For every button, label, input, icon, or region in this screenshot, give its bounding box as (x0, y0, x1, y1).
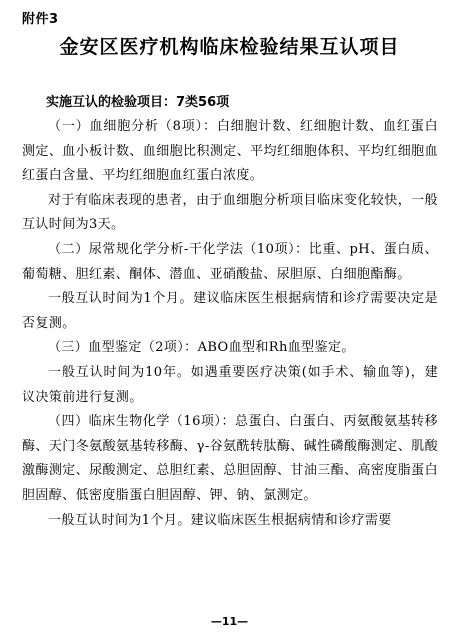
document-body (22, 115, 438, 533)
paragraph-urinalysis-validity: 一般互认时间为1个月。建议临床医生根据病情和诊疗需要决定是否复测。 (22, 291, 438, 331)
paragraph-blood-typing-validity: 一般互认时间为10年。如遇重要医疗决策(如手术、输血等)，建议决策前进行复测。 (22, 364, 438, 405)
paragraph-urinalysis: （二）尿常规化学分析-干化学法（10项）：比重、pH、蛋白质、葡萄糖、胆红素、酮体、潜血、亚硝酸盐、尿胆原、白细胞酯酶。 (22, 241, 438, 282)
page-number: —11— (210, 615, 249, 628)
paragraph-blood-cell-validity: 对于有临床表现的患者，由于血细胞分析项目临床变化较快，一般互认时间为3天。 (22, 192, 438, 233)
document-title: 金安区医疗机构临床检验结果互认项目 (59, 36, 400, 58)
paragraph-blood-typing: （三）血型鉴定（2项）：ABO血型和Rh血型鉴定。 (48, 340, 355, 356)
attachment-label: 附件3 (22, 12, 59, 27)
section-heading: 实施互认的检验项目：7类56项 (46, 95, 230, 110)
paragraph-clinical-biochemistry: （四）临床生物化学（16项）：总蛋白、白蛋白、丙氨酸氨基转移酶、天门冬氨酸氨基转移酶、γ-谷氨酰转肽酶、碱性磷酸酶测定、肌酸激酶测定、尿酸测定、总胆红素、总胆固醇、甘油三酯、高密度脂蛋白胆固醇、低密度脂蛋白胆固醇、钾、钠、氯测定。 (22, 414, 438, 503)
paragraph-blood-cell-analysis: （一）血细胞分析（8项）：白细胞计数、红细胞计数、血红蛋白测定、血小板计数、血细胞比积测定、平均红细胞体积、平均红细胞血红蛋白含量、平均红细胞血红蛋白浓度。 (22, 119, 438, 184)
paragraph-biochemistry-validity: 一般互认时间为1个月。建议临床医生根据病情和诊疗需要 (48, 512, 392, 528)
